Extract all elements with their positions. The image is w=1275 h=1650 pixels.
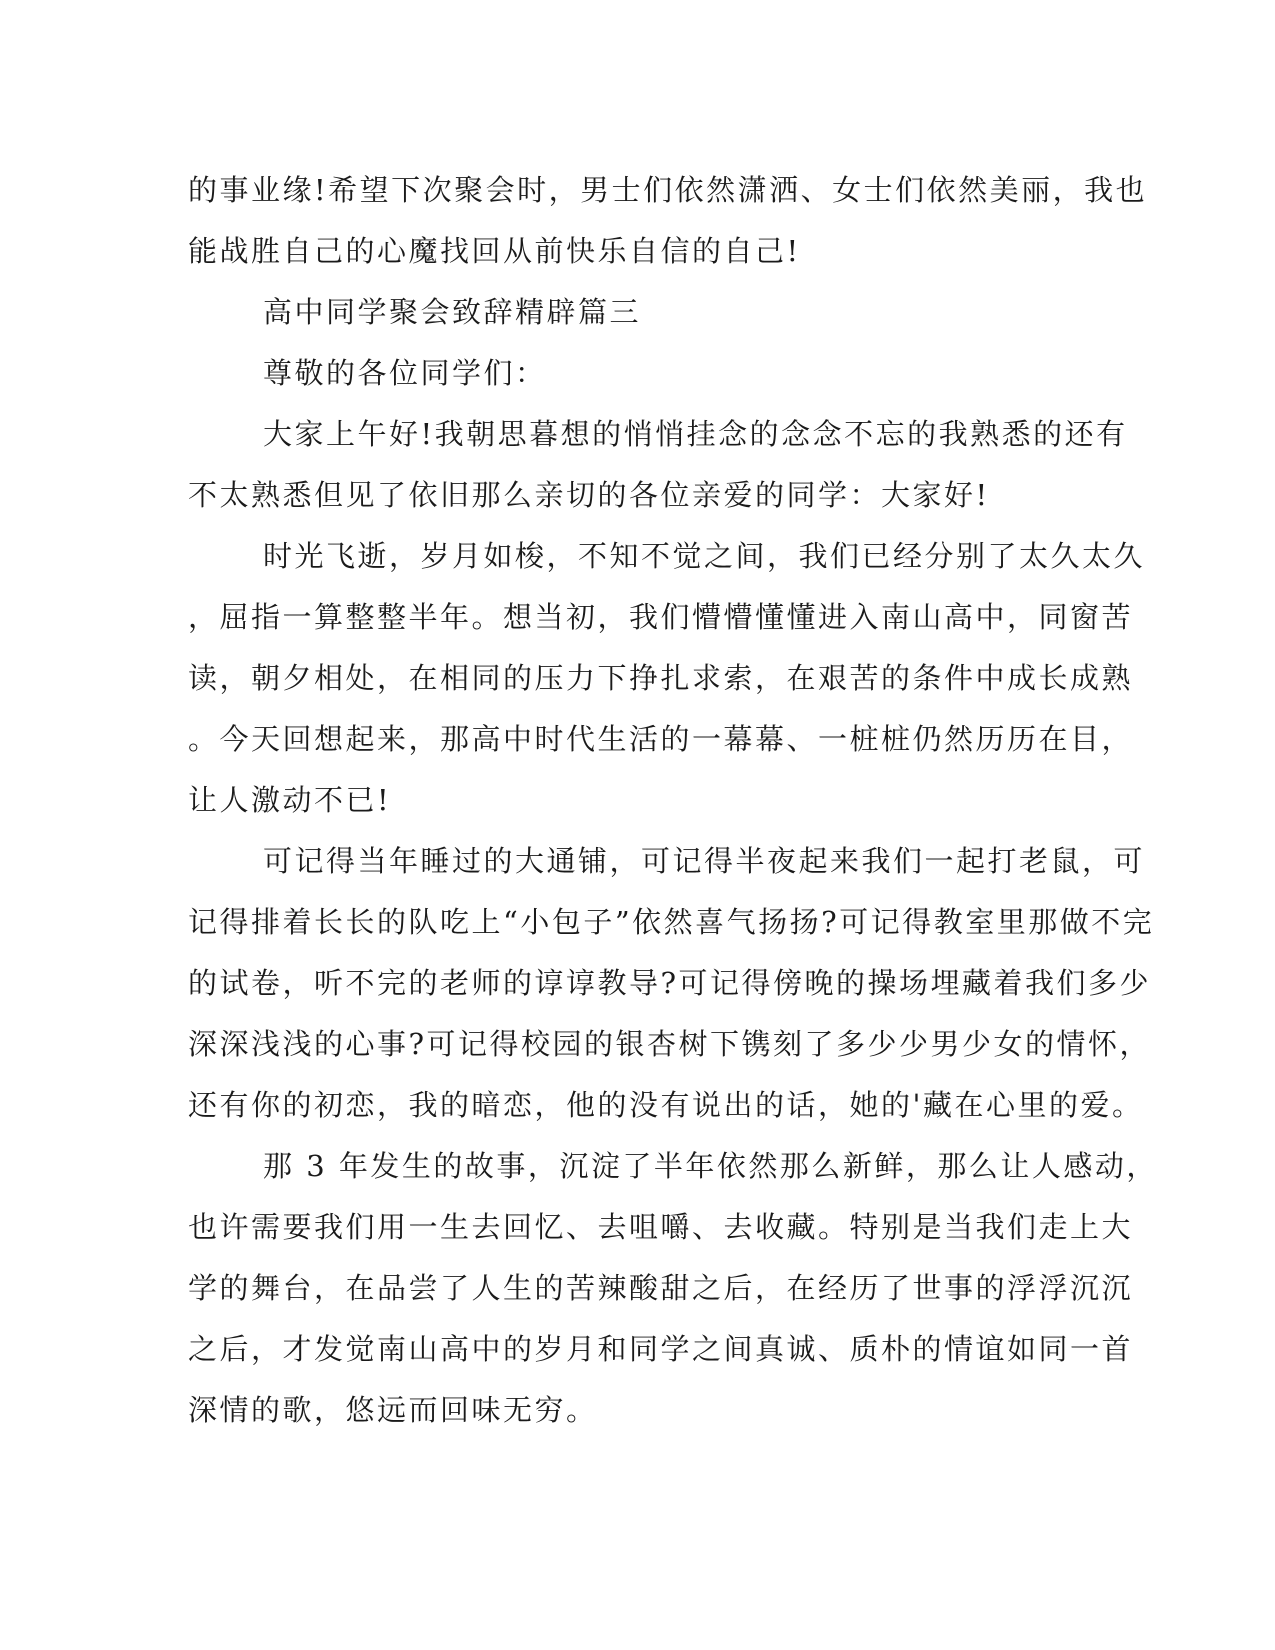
text-line: 时光飞逝，岁月如梭，不知不觉之间，我们已经分别了太久太久 — [263, 539, 1146, 573]
text-line: 深深浅浅的心事?可记得校园的银杏树下镌刻了多少少男少女的情怀， — [188, 1027, 1152, 1061]
text-line: ，屈指一算整整半年。想当初，我们懵懵懂懂进入南山高中，同窗苦 — [188, 600, 1134, 634]
text-line: 的事业缘!希望下次聚会时，男士们依然潇洒、女士们依然美丽，我也 — [188, 173, 1148, 207]
text-line: 还有你的初恋，我的暗恋，他的没有说出的话，她的'藏在心里的爱。 — [188, 1088, 1144, 1122]
text-line: 学的舞台，在品尝了人生的苦辣酸甜之后，在经历了世事的浮浮沉沉 — [188, 1271, 1134, 1305]
text-line: 那 3 年发生的故事，沉淀了半年依然那么新鲜，那么让人感动， — [263, 1149, 1158, 1183]
text-line: 大家上午好!我朝思暮想的悄悄挂念的念念不忘的我熟悉的还有 — [263, 417, 1128, 451]
text-line: 。今天回想起来，那高中时代生活的一幕幕、一桩桩仍然历历在目， — [188, 722, 1134, 756]
section-heading: 高中同学聚会致辞精辟篇三 — [263, 295, 642, 329]
text-line: 读，朝夕相处，在相同的压力下挣扎求索，在艰苦的条件中成长成熟 — [188, 661, 1134, 695]
text-line: 能战胜自己的心魔找回从前快乐自信的自己! — [188, 234, 801, 268]
salutation: 尊敬的各位同学们： — [263, 356, 547, 390]
text-line: 不太熟悉但见了依旧那么亲切的各位亲爱的同学：大家好! — [188, 478, 990, 512]
text-line: 让人激动不已! — [188, 783, 392, 817]
text-line: 记得排着长长的队吃上“小包子”依然喜气扬扬?可记得教室里那做不完 — [188, 905, 1155, 939]
text-line: 的试卷，听不完的老师的谆谆教导?可记得傍晚的操场埋藏着我们多少 — [188, 966, 1152, 1000]
text-line: 之后，才发觉南山高中的岁月和同学之间真诚、质朴的情谊如同一首 — [188, 1332, 1134, 1366]
text-line: 深情的歌，悠远而回味无穷。 — [188, 1393, 598, 1427]
document-body — [188, 160, 1158, 1441]
text-line: 也许需要我们用一生去回忆、去咀嚼、去收藏。特别是当我们走上大 — [188, 1210, 1134, 1244]
text-line: 可记得当年睡过的大通铺，可记得半夜起来我们一起打老鼠，可 — [263, 844, 1146, 878]
